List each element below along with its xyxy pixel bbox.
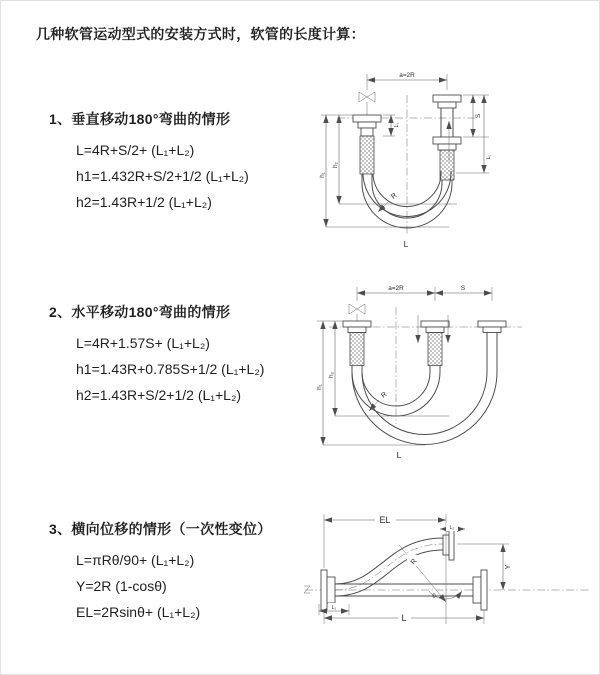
hose-group [343, 315, 506, 445]
flange-hub [473, 577, 481, 603]
dim-label-s: S [460, 285, 466, 292]
dim-label-a2r: a=2R [388, 285, 404, 292]
flange-hub [358, 122, 376, 128]
flange-upper [449, 530, 454, 560]
formula-EL: EL=2Rsinθ+ (L₁+L₂) [76, 604, 201, 620]
flange-original-position [421, 321, 449, 327]
formula-h2: h2=1.43R+1/2 (L₁+L₂) [76, 194, 212, 210]
page-title: 几种软管运动型式的安装方式时，软管的长度计算： [36, 26, 365, 42]
flange [353, 115, 381, 122]
formula-h2: h2=1.43R+S/2+1/2 (L₁+L₂) [76, 387, 242, 403]
length-label: L [403, 239, 409, 249]
section-2-heading: 2、水平移动180°弯曲的情形 [49, 304, 231, 320]
formula-h1: h1=1.432R+S/2+1/2 (L₁+L₂) [76, 168, 249, 184]
flange [343, 321, 371, 327]
length-label: L [396, 450, 402, 460]
dim-label-el: EL [379, 515, 391, 525]
diagram-vertical-180-bend [307, 65, 597, 265]
section-2-formulas [76, 330, 329, 408]
flange-upper-position [433, 95, 461, 102]
dimension-group [316, 285, 492, 460]
dim-label-a2r: a=2R [399, 72, 415, 79]
angle-label: θ [432, 593, 436, 600]
flange-hub [483, 327, 501, 333]
dim-label-h1: h₁ [316, 384, 323, 390]
flange-moved-position [478, 321, 506, 327]
valve-icon [359, 92, 375, 115]
flange-hub [426, 327, 444, 333]
dim-label-s: S [475, 113, 482, 119]
radius-label: R [409, 557, 419, 567]
dim-label-h2: h₂ [328, 371, 335, 379]
flange-hub [327, 577, 335, 603]
flange-left [321, 570, 327, 610]
section-lateral-displacement [49, 519, 329, 625]
diagram-horizontal-180-bend [307, 279, 597, 464]
formula-Y: Y=2R (1-cosθ) [76, 578, 167, 594]
section-1-formulas [76, 137, 329, 215]
braided-hose [440, 150, 454, 180]
dim-label-l2: L₂ [449, 525, 455, 531]
section-3-heading: 3、横向位移的情形（一次性变位） [49, 521, 272, 537]
dim-label-h2: h₂ [332, 161, 339, 169]
formula-h1: h1=1.43R+0.785S+1/2 (L₁+L₂) [76, 361, 265, 377]
centerline-break-mark [304, 586, 310, 593]
formula-L: L=4R+S/2+ (L₁+L₂) [76, 142, 195, 158]
flange-hub [348, 327, 366, 333]
hose-group [321, 530, 487, 610]
dim-label-h1: h₁ [319, 172, 326, 178]
dim-label-y: Y [505, 564, 512, 570]
formula-L: L=πRθ/90+ (L₁+L₂) [76, 552, 195, 568]
braided-hose [360, 136, 374, 174]
valve-icon [349, 304, 365, 321]
section-horizontal-180 [49, 302, 329, 408]
section-3-formulas [76, 547, 329, 625]
section-1-heading: 1、垂直移动180°弯曲的情形 [49, 111, 231, 127]
radius-label: R [380, 391, 389, 400]
flange-hub [438, 102, 456, 108]
flange-neck [361, 128, 373, 136]
radius-label: R [390, 192, 399, 201]
dim-label-l1-left: L₁ [394, 122, 400, 128]
formula-L: L=4R+1.57S+ (L₁+L₂) [76, 335, 210, 351]
flange-right [481, 570, 487, 610]
dim-label-l1: L₁ [331, 605, 337, 611]
dimension-group [319, 72, 492, 249]
braided-hose [428, 333, 442, 366]
length-label: L [401, 613, 407, 623]
diagram-lateral-displacement [299, 498, 599, 658]
dim-label-l1-right: L₁ [486, 154, 492, 160]
braided-hose [350, 333, 364, 366]
flange-lower-position [433, 137, 461, 144]
section-vertical-180 [49, 109, 329, 215]
flange-hub [438, 144, 456, 150]
